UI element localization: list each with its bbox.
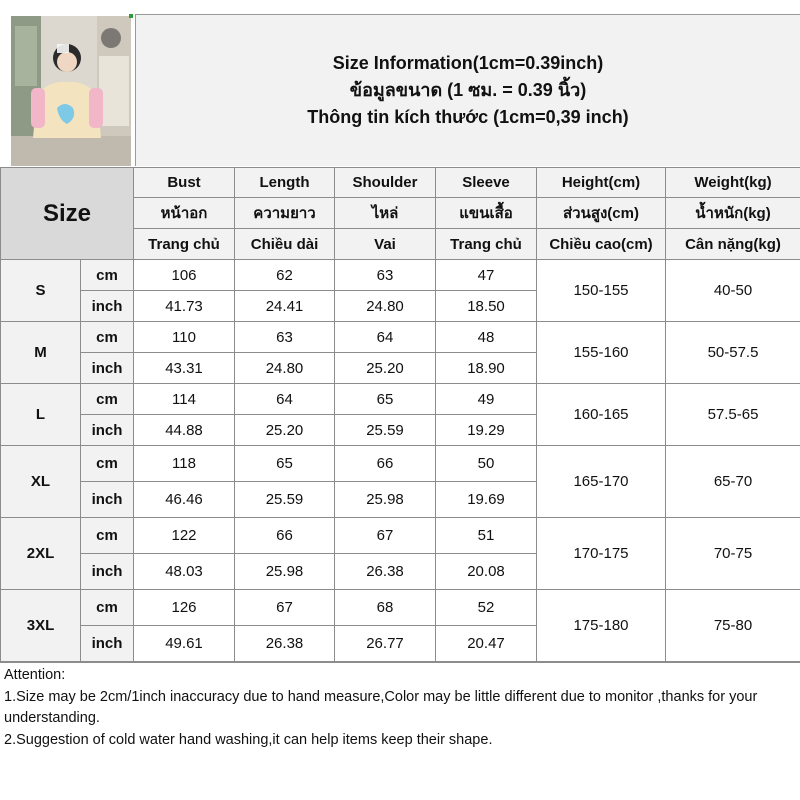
header-sleeve-th: แขนเสื้อ bbox=[436, 198, 537, 229]
unit-label: cm bbox=[81, 384, 134, 415]
unit-label: cm bbox=[81, 590, 134, 626]
table-row bbox=[1, 384, 800, 415]
measurement-cell: 26.38 bbox=[235, 626, 335, 662]
measurement-cell: 62 bbox=[235, 260, 335, 291]
attention-line-1: 1.Size may be 2cm/1inch inaccuracy due to hand measure,Color may be little different due to monitor ,thanks for your understanding. bbox=[4, 688, 758, 726]
weight-range-cell: 50-57.5 bbox=[666, 322, 800, 384]
table-row bbox=[1, 446, 800, 482]
measurement-cell: 19.69 bbox=[436, 482, 537, 518]
unit-label: cm bbox=[81, 518, 134, 554]
header-bust-vi: Trang chủ bbox=[134, 229, 235, 260]
header-weight-vi: Cân nặng(kg) bbox=[666, 229, 800, 260]
table-row bbox=[1, 518, 800, 554]
header-shoulder-th: ไหล่ bbox=[335, 198, 436, 229]
measurement-cell: 67 bbox=[335, 518, 436, 554]
measurement-cell: 49.61 bbox=[134, 626, 235, 662]
size-information-header bbox=[135, 14, 800, 166]
measurement-cell: 25.59 bbox=[335, 415, 436, 446]
measurement-cell: 51 bbox=[436, 518, 537, 554]
header-shoulder-vi: Vai bbox=[335, 229, 436, 260]
size-label: S bbox=[1, 260, 81, 322]
height-range-cell: 165-170 bbox=[537, 446, 666, 518]
header-height-th: ส่วนสูง(cm) bbox=[537, 198, 666, 229]
header-sleeve-en: Sleeve bbox=[436, 168, 537, 198]
unit-label: cm bbox=[81, 446, 134, 482]
measurement-cell: 63 bbox=[335, 260, 436, 291]
measurement-cell: 66 bbox=[335, 446, 436, 482]
size-label: 3XL bbox=[1, 590, 81, 662]
title-english: Size Information(1cm=0.39inch) bbox=[332, 53, 604, 73]
measurement-cell: 64 bbox=[335, 322, 436, 353]
measurement-cell: 126 bbox=[134, 590, 235, 626]
measurement-cell: 67 bbox=[235, 590, 335, 626]
header-shoulder-en: Shoulder bbox=[335, 168, 436, 198]
measurement-cell: 24.80 bbox=[235, 353, 335, 384]
measurement-cell: 41.73 bbox=[134, 291, 235, 322]
measurement-cell: 48.03 bbox=[134, 554, 235, 590]
header-bust-th: หน้าอก bbox=[134, 198, 235, 229]
measurement-cell: 52 bbox=[436, 590, 537, 626]
measurement-cell: 26.77 bbox=[335, 626, 436, 662]
title-vietnamese: Thông tin kích thước (1cm=0,39 inch) bbox=[307, 107, 629, 127]
size-column-header: Size bbox=[1, 168, 134, 260]
measurement-cell: 118 bbox=[134, 446, 235, 482]
measurement-cell: 24.41 bbox=[235, 291, 335, 322]
header-length-vi: Chiều dài bbox=[235, 229, 335, 260]
weight-range-cell: 75-80 bbox=[666, 590, 800, 662]
measurement-cell: 25.20 bbox=[235, 415, 335, 446]
measurement-cell: 65 bbox=[235, 446, 335, 482]
model-photo bbox=[11, 16, 131, 166]
measurement-cell: 48 bbox=[436, 322, 537, 353]
measurement-cell: 114 bbox=[134, 384, 235, 415]
measurement-cell: 18.50 bbox=[436, 291, 537, 322]
attention-line-2: 2.Suggestion of cold water hand washing,it can help items keep their shape. bbox=[4, 731, 493, 748]
size-label: L bbox=[1, 384, 81, 446]
measurement-cell: 20.08 bbox=[436, 554, 537, 590]
weight-range-cell: 57.5-65 bbox=[666, 384, 800, 446]
measurement-cell: 25.98 bbox=[235, 554, 335, 590]
measurement-cell: 64 bbox=[235, 384, 335, 415]
header-length-th: ความยาว bbox=[235, 198, 335, 229]
measurement-cell: 18.90 bbox=[436, 353, 537, 384]
unit-label: inch bbox=[81, 626, 134, 662]
height-range-cell: 160-165 bbox=[537, 384, 666, 446]
header-weight-en: Weight(kg) bbox=[666, 168, 800, 198]
weight-range-cell: 40-50 bbox=[666, 260, 800, 322]
height-range-cell: 155-160 bbox=[537, 322, 666, 384]
header-height-en: Height(cm) bbox=[537, 168, 666, 198]
attention-note bbox=[0, 662, 800, 800]
header-sleeve-vi: Trang chủ bbox=[436, 229, 537, 260]
corner-marker bbox=[129, 14, 133, 18]
table-row bbox=[1, 260, 800, 291]
measurement-cell: 44.88 bbox=[134, 415, 235, 446]
measurement-cell: 25.98 bbox=[335, 482, 436, 518]
measurement-cell: 122 bbox=[134, 518, 235, 554]
weight-range-cell: 65-70 bbox=[666, 446, 800, 518]
measurement-cell: 110 bbox=[134, 322, 235, 353]
header-bust-en: Bust bbox=[134, 168, 235, 198]
unit-label: inch bbox=[81, 353, 134, 384]
measurement-cell: 63 bbox=[235, 322, 335, 353]
table-row bbox=[1, 322, 800, 353]
height-range-cell: 175-180 bbox=[537, 590, 666, 662]
measurement-cell: 26.38 bbox=[335, 554, 436, 590]
measurement-cell: 25.59 bbox=[235, 482, 335, 518]
measurement-cell: 47 bbox=[436, 260, 537, 291]
table-row bbox=[1, 590, 800, 626]
unit-label: inch bbox=[81, 291, 134, 322]
measurement-cell: 43.31 bbox=[134, 353, 235, 384]
measurement-cell: 20.47 bbox=[436, 626, 537, 662]
header-weight-th: น้ำหนัก(kg) bbox=[666, 198, 800, 229]
unit-label: cm bbox=[81, 260, 134, 291]
header-height-vi: Chiều cao(cm) bbox=[537, 229, 666, 260]
size-table bbox=[0, 167, 800, 662]
measurement-cell: 66 bbox=[235, 518, 335, 554]
attention-heading: Attention: bbox=[4, 667, 66, 683]
size-label: M bbox=[1, 322, 81, 384]
measurement-cell: 19.29 bbox=[436, 415, 537, 446]
unit-label: inch bbox=[81, 415, 134, 446]
measurement-cell: 50 bbox=[436, 446, 537, 482]
height-range-cell: 150-155 bbox=[537, 260, 666, 322]
measurement-cell: 46.46 bbox=[134, 482, 235, 518]
size-label: XL bbox=[1, 446, 81, 518]
height-range-cell: 170-175 bbox=[537, 518, 666, 590]
measurement-cell: 65 bbox=[335, 384, 436, 415]
unit-label: cm bbox=[81, 322, 134, 353]
header-length-en: Length bbox=[235, 168, 335, 198]
measurement-cell: 106 bbox=[134, 260, 235, 291]
unit-label: inch bbox=[81, 482, 134, 518]
unit-label: inch bbox=[81, 554, 134, 590]
title-thai: ข้อมูลขนาด (1 ซม. = 0.39 นิ้ว) bbox=[349, 80, 587, 100]
measurement-cell: 25.20 bbox=[335, 353, 436, 384]
measurement-cell: 49 bbox=[436, 384, 537, 415]
size-label: 2XL bbox=[1, 518, 81, 590]
measurement-cell: 24.80 bbox=[335, 291, 436, 322]
weight-range-cell: 70-75 bbox=[666, 518, 800, 590]
measurement-cell: 68 bbox=[335, 590, 436, 626]
